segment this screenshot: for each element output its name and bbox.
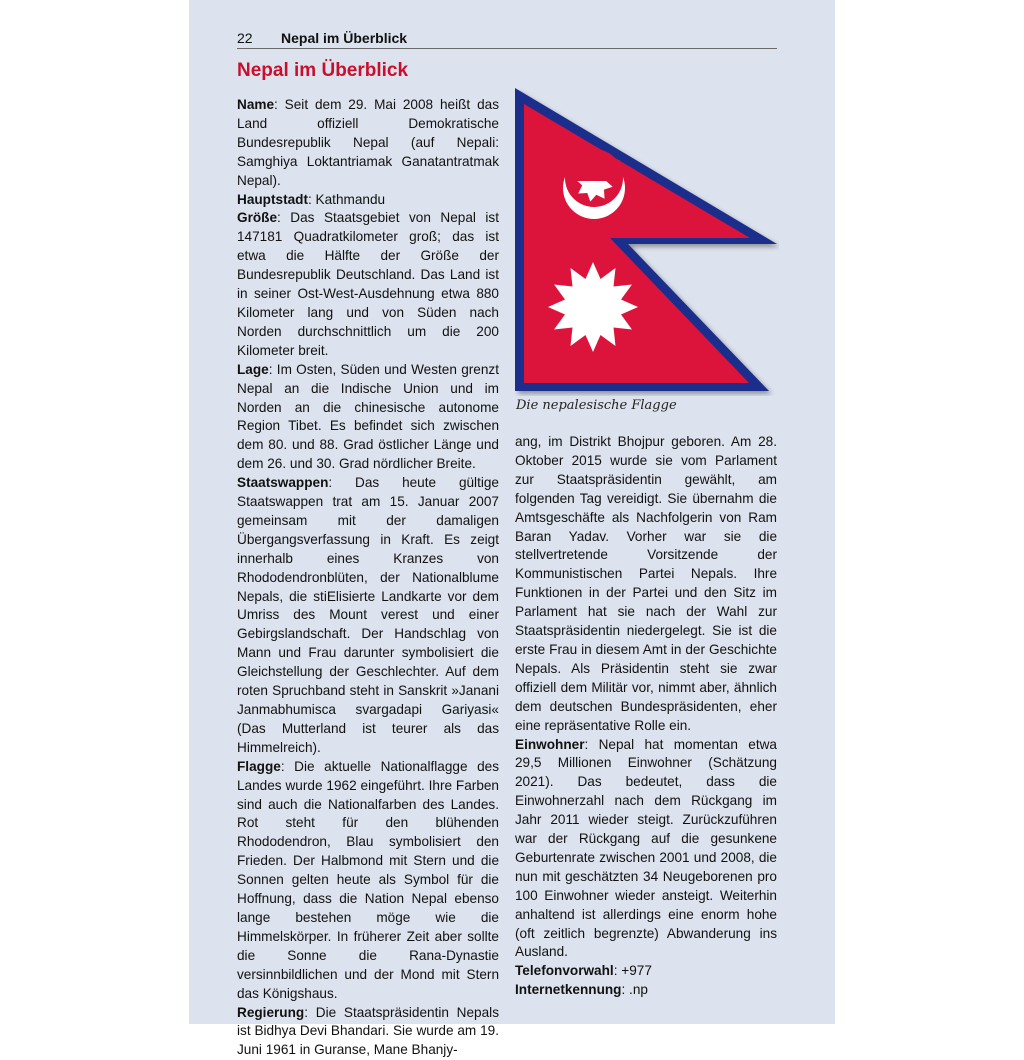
- crescent-moon-icon: [563, 149, 625, 219]
- entry-text: : Nepal hat momentan etwa 29,5 Millionen Einwohner (Schätzung 2021). Das bedeutet, dass die Einwohnerzahl nach dem Rückgang im Jahr 2011 wieder steigt. Zurückzuführen war der Rückgang auf die gesunkene Geburtenrate zwischen 2001 und 2008, die nun mit geschätzten 34 Neugeborenen pro 100 Einwohner wieder ansteigt. Weiterhin anhaltend ist allerdings eine enorm hohe (oft zeitlich begrenzte) Abwanderung ins Ausland.: [515, 737, 777, 960]
- entry-einwohner: [515, 736, 777, 963]
- entry-internet: [515, 981, 777, 1000]
- entry-text: : Kathmandu: [308, 192, 385, 207]
- entry-text: : Die aktuelle Nationalflagge des Landes wurde 1962 eingeführt. Ihre Farben sind auch die Nationalfarben des Landes. Rot steht für den blühenden Rhododendron, Blau symbolisiert den Frieden. Der Halbmond mit Stern und die Sonnen gelten heute als Symbol für die Hoffnung, dass die Nation Nepal ebenso lange bestehen möge wie die Himmelskörper. In früherer Zeit aber sollte die Sonne die Rana-Dynastie versinnbildlichen und der Mond mit Stern das Königshaus.: [237, 759, 499, 1001]
- entry-text: : Das heute gültige Staatswappen trat am 15. Januar 2007 gemeinsam mit der damaligen Übergangsverfassung in Kraft. Es zeigt innerhalb eines Kranzes von Rhododendronblüten, der Nationalblume Nepals, die stiElisierte Landkarte vor dem Umriss des Mount verest und einer Gebirgslandschaft. Der Handschlag von Mann und Frau darunter symbolisiert die Gleichstellung der Geschlechter. Auf dem roten Spruchband steht in Sanskrit »Janani Janmabhumisca svargadapi Gariyasi« (Das Mutterland ist teurer als das Himmelreich).: [237, 475, 499, 755]
- nepal-flag-figure: [515, 88, 779, 396]
- entry-regierung-continued: ang, im Distrikt Bhojpur geboren. Am 28. Oktober 2015 wurde sie vom Parlament zur Staatspräsidentin gewählt, am folgenden Tag vereidigt. Sie übernahm die Amtsgeschäfte als Nachfolgerin von Ram Baran Yadav. Vorher war sie die stellvertretende Vorsitzende der Kommunistischen Partei Nepals. Ihre Funktionen in der Partei und den Sitz im Parlament hat sie nach der Wahl zur Staatspräsidentin niedergelegt. Sie ist die erste Frau in diesem Amt in der Geschichte Nepals. Als Präsidentin steht sie zwar offiziell dem Militär vor, nimmt aber, ähnlich dem deutschen Bundespräsidenten, eher eine repräsentative Rolle ein.: [515, 433, 777, 736]
- running-title: Nepal im Überblick: [281, 30, 407, 46]
- running-header: [237, 30, 777, 49]
- right-column: [515, 433, 777, 1000]
- entry-text: : Das Staatsgebiet von Nepal ist 147181 Quadratkilometer groß; das ist etwa die Hälfte der Größe der Bundesrepublik Deutschland. Das Land ist in seiner Ost-West-Ausdehnung etwa 880 Kilometer lang und von Süden nach Norden durchschnittlich um die 200 Kilometer breit.: [237, 210, 499, 357]
- entry-text: : Die Staatspräsidentin Nepals ist Bidhya Devi Bhandari. Sie wurde am 19. Juni 1961 in Guranse, Mane Bhanjy-: [237, 1005, 499, 1058]
- entry-text: : Seit dem 29. Mai 2008 heißt das Land offiziell Demokratische Bundesrepublik Nepal (auf Nepali: Samghiya Loktantriamak Ganatantratmak Nepal).: [237, 97, 499, 188]
- entry-text: : Im Osten, Süden und Westen grenzt Nepal an die Indische Union und im Norden an die chinesische autonome Region Tibet. Es befindet sich zwischen dem 80. und 88. Grad östlicher Länge und dem 26. und 30. Grad nördlicher Breite.: [237, 362, 499, 472]
- entry-lage: [237, 361, 499, 474]
- entry-text: : +977: [614, 963, 652, 978]
- book-page: [189, 0, 835, 1024]
- entry-label: Name: [237, 97, 274, 112]
- entry-telefon: [515, 962, 777, 981]
- page-title: Nepal im Überblick: [237, 60, 408, 82]
- entry-groesse: [237, 209, 499, 360]
- entry-text: : .np: [622, 982, 648, 997]
- flag-caption: Die nepalesische Flagge: [516, 398, 677, 413]
- entry-label: Lage: [237, 362, 269, 377]
- entry-staatswappen: [237, 474, 499, 758]
- entry-label: Einwohner: [515, 737, 584, 752]
- entry-label: Größe: [237, 210, 277, 225]
- entry-hauptstadt: [237, 191, 499, 210]
- entry-label: Telefonvorwahl: [515, 963, 614, 978]
- entry-label: Regierung: [237, 1005, 304, 1020]
- entry-name: [237, 96, 499, 191]
- entry-label: Flagge: [237, 759, 281, 774]
- left-column: [237, 96, 499, 1060]
- entry-label: Internetkennung: [515, 982, 622, 997]
- entry-label: Staatswappen: [237, 475, 328, 490]
- entry-regierung: [237, 1004, 499, 1060]
- entry-flagge: [237, 758, 499, 1004]
- nepal-flag: [515, 88, 779, 396]
- page-number: 22: [237, 30, 253, 46]
- entry-label: Hauptstadt: [237, 192, 308, 207]
